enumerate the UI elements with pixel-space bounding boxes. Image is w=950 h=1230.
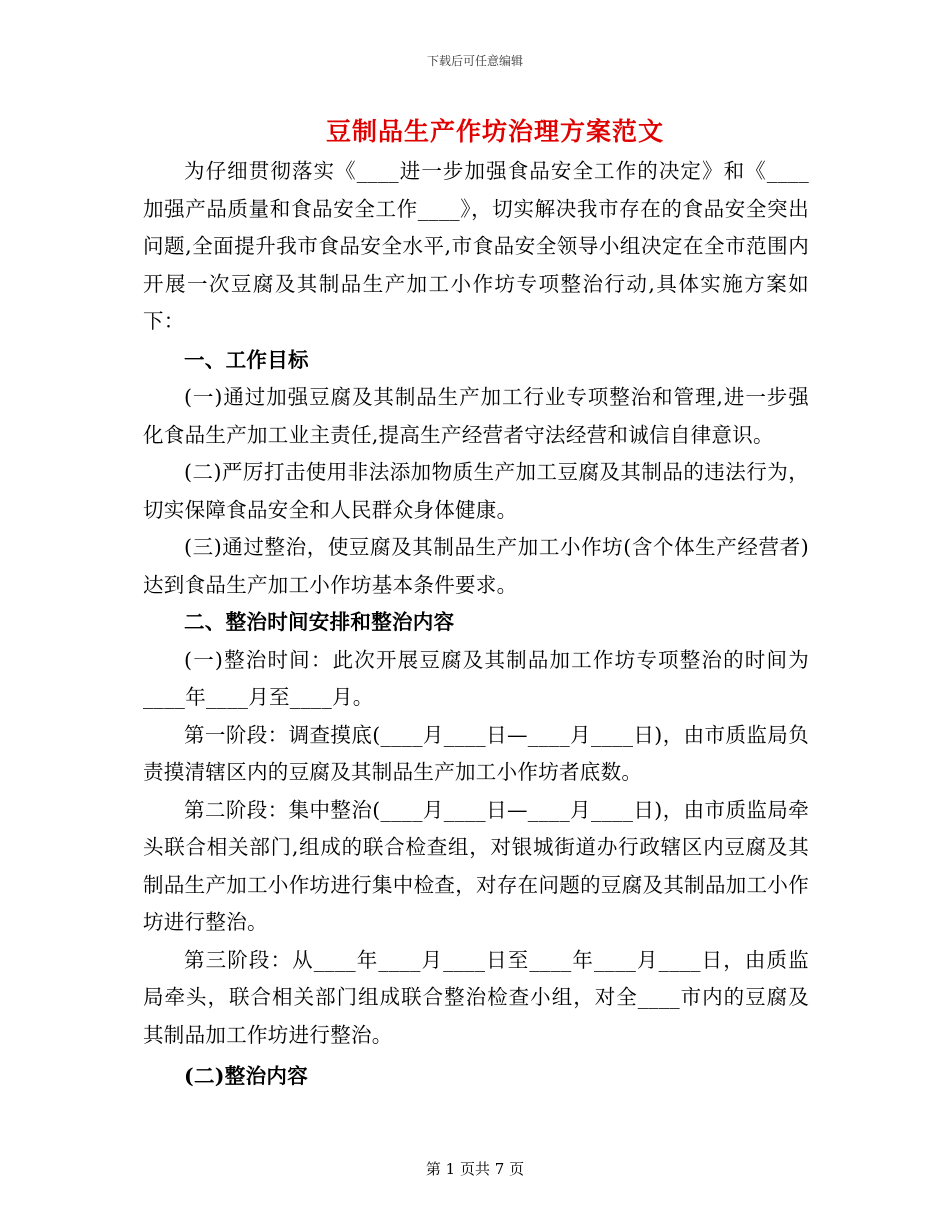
- document-title: 豆制品生产作坊治理方案范文: [325, 117, 664, 146]
- goal-item-1: (一)通过加强豆腐及其制品生产加工行业专项整治和管理,进一步强化食品生产加工业主责任,提高生产经营者守法经营和诚信自律意识。: [143, 385, 809, 447]
- intro-paragraph: 为仔细贯彻落实《____进一步加强食品安全工作的决定》和《____加强产品质量和食品安全工作____》，切实解决我市存在的食品安全突出问题,全面提升我市食品安全水平,市食品安全领导小组决定在全市范围内开展一次豆腐及其制品生产加工小作坊专项整治行动,具体实施方案如下：: [143, 159, 809, 333]
- page-footer: 第 1 页共 7 页: [425, 1160, 525, 1178]
- section-heading-schedule: 二、整治时间安排和整治内容: [184, 610, 455, 634]
- section-heading-goals: 一、工作目标: [184, 347, 309, 372]
- document-body: [143, 153, 809, 1096]
- stage-1-paragraph: 第一阶段：调查摸底(____月____日—____月____日)，由市质监局负责摸清辖区内的豆腐及其制品生产加工小作坊者底数。: [143, 722, 809, 784]
- page-header: 下载后可任意编辑: [426, 54, 523, 68]
- subsection-heading-content: (二)整治内容: [184, 1064, 308, 1088]
- schedule-time-paragraph: (一)整治时间：此次开展豆腐及其制品加工作坊专项整治的时间为____年____月至____月。: [143, 647, 809, 709]
- stage-2-paragraph: 第二阶段：集中整治(____月____日—____月____日)，由市质监局牵头联合相关部门,组成的联合检查组，对银城街道办行政辖区内豆腐及其制品生产加工小作坊进行集中检查，对存在问题的豆腐及其制品加工小作坊进行整治。: [143, 797, 809, 934]
- goal-item-2: (二)严厉打击使用非法添加物质生产加工豆腐及其制品的违法行为，切实保障食品安全和人民群众身体健康。: [143, 460, 809, 522]
- stage-3-paragraph: 第三阶段：从____年____月____日至____年____月____日，由质监局牵头，联合相关部门组成联合整治检查小组，对全____市内的豆腐及其制品加工作坊进行整治。: [143, 947, 809, 1047]
- goal-item-3: (三)通过整治，使豆腐及其制品生产加工小作坊(含个体生产经营者)达到食品生产加工小作坊基本条件要求。: [143, 535, 809, 597]
